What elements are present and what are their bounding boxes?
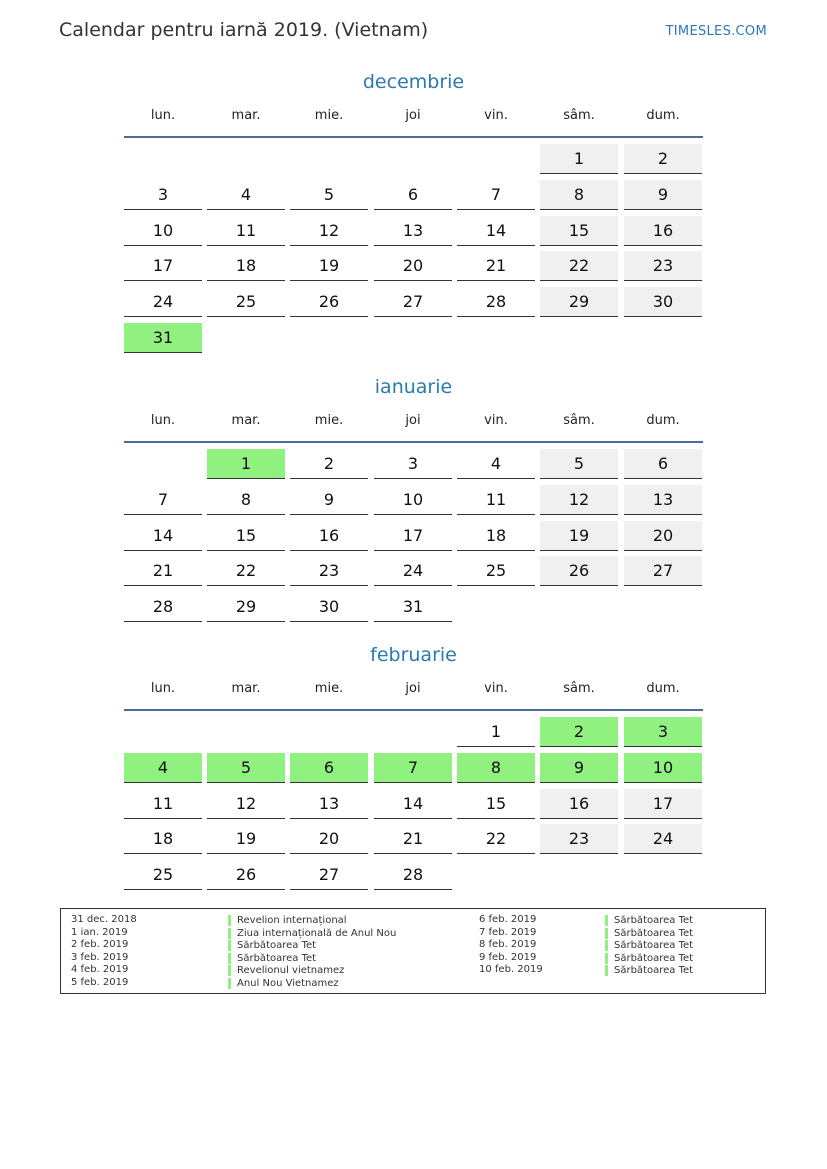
weekday-label: mie. [314, 681, 344, 696]
page-title: Calendar pentru iarnă 2019. (Vietnam) [59, 19, 429, 41]
day-cell: 8 [540, 180, 618, 210]
day-cell: 6 [624, 449, 702, 479]
day-cell: 22 [540, 251, 618, 281]
holiday-day-cell: 8 [457, 753, 535, 783]
holiday-day-cell: 9 [540, 753, 618, 783]
day-cell: 5 [290, 180, 368, 210]
legend-holiday-name: Sărbătoarea Tet [605, 915, 693, 926]
weekday-label: mie. [314, 108, 344, 123]
weekday-header [124, 413, 703, 443]
day-cell: 25 [457, 556, 535, 586]
weekday-label: lun. [150, 413, 176, 428]
month-january [124, 375, 703, 617]
day-cell: 13 [290, 789, 368, 819]
legend-date: 7 feb. 2019 [479, 926, 537, 938]
holiday-day-cell: 10 [624, 753, 702, 783]
holiday-day-cell: 4 [124, 753, 202, 783]
day-cell: 16 [290, 521, 368, 551]
day-cell: 20 [290, 824, 368, 854]
legend-date: 1 ian. 2019 [71, 926, 128, 938]
weekday-label: lun. [150, 681, 176, 696]
header-divider [124, 441, 703, 443]
legend-holiday-name: Sărbătoarea Tet [605, 928, 693, 939]
header-divider [124, 709, 703, 711]
day-cell: 10 [374, 485, 452, 515]
day-cell: 12 [540, 485, 618, 515]
day-cell: 6 [374, 180, 452, 210]
day-cell: 16 [540, 789, 618, 819]
day-cell: 25 [124, 860, 202, 890]
day-cell: 25 [207, 287, 285, 317]
legend-holiday-name: Sărbătoarea Tet [605, 965, 693, 976]
day-cell: 3 [374, 449, 452, 479]
day-cell: 12 [207, 789, 285, 819]
site-link[interactable]: TIMESLES.COM [665, 24, 767, 39]
month-december [124, 70, 703, 347]
legend-date: 9 feb. 2019 [479, 951, 537, 963]
legend-holiday-name: Ziua internațională de Anul Nou [228, 928, 396, 939]
day-cell: 15 [207, 521, 285, 551]
day-cell: 1 [540, 144, 618, 174]
day-cell: 13 [624, 485, 702, 515]
day-cell: 10 [124, 216, 202, 246]
weekday-label: sâm. [563, 413, 595, 428]
legend-holiday-name: Sărbătoarea Tet [228, 953, 316, 964]
day-cell: 27 [624, 556, 702, 586]
holiday-day-cell: 1 [207, 449, 285, 479]
day-cell: 23 [540, 824, 618, 854]
weekday-label: dum. [646, 681, 680, 696]
day-cell: 18 [124, 824, 202, 854]
weekday-label: mar. [231, 108, 261, 123]
holiday-legend [60, 908, 766, 994]
weekday-label: dum. [646, 108, 680, 123]
header-divider [124, 136, 703, 138]
day-cell: 22 [207, 556, 285, 586]
day-cell: 24 [624, 824, 702, 854]
day-cell: 29 [540, 287, 618, 317]
day-cell: 9 [624, 180, 702, 210]
day-cell: 20 [624, 521, 702, 551]
day-cell: 17 [124, 251, 202, 281]
day-cell: 22 [457, 824, 535, 854]
day-cell: 12 [290, 216, 368, 246]
weekday-label: sâm. [563, 681, 595, 696]
day-cell: 19 [540, 521, 618, 551]
month-february [124, 643, 703, 885]
day-cell: 2 [290, 449, 368, 479]
weekday-label: lun. [150, 108, 176, 123]
month-name: februarie [370, 644, 457, 666]
holiday-day-cell: 3 [624, 717, 702, 747]
weekday-label: mar. [231, 681, 261, 696]
day-cell: 9 [290, 485, 368, 515]
day-cell: 1 [457, 717, 535, 747]
legend-date: 4 feb. 2019 [71, 964, 129, 976]
day-cell: 16 [624, 216, 702, 246]
holiday-day-cell: 6 [290, 753, 368, 783]
day-cell: 2 [624, 144, 702, 174]
day-cell: 4 [207, 180, 285, 210]
day-cell: 19 [290, 251, 368, 281]
day-cell: 13 [374, 216, 452, 246]
day-cell: 30 [624, 287, 702, 317]
day-cell: 24 [124, 287, 202, 317]
legend-holiday-name: Sărbătoarea Tet [605, 953, 693, 964]
legend-holiday-name: Sărbătoarea Tet [605, 940, 693, 951]
day-cell: 28 [457, 287, 535, 317]
weekday-label: joi [405, 108, 421, 123]
day-cell: 28 [124, 592, 202, 622]
weekday-header [124, 681, 703, 711]
weekday-header [124, 108, 703, 138]
weekday-label: vin. [484, 681, 508, 696]
legend-date: 31 dec. 2018 [71, 914, 137, 925]
weekday-label: joi [405, 413, 421, 428]
day-cell: 30 [290, 592, 368, 622]
day-cell: 24 [374, 556, 452, 586]
legend-date: 6 feb. 2019 [479, 914, 537, 925]
weekday-label: mar. [231, 413, 261, 428]
legend-date: 10 feb. 2019 [479, 964, 543, 976]
day-cell: 15 [540, 216, 618, 246]
day-cell: 14 [457, 216, 535, 246]
day-cell: 8 [207, 485, 285, 515]
day-cell: 29 [207, 592, 285, 622]
month-name: decembrie [362, 71, 465, 93]
holiday-day-cell: 7 [374, 753, 452, 783]
legend-holiday-name: Revelion internațional [228, 915, 347, 926]
day-cell: 19 [207, 824, 285, 854]
weekday-label: joi [405, 681, 421, 696]
month-name: ianuarie [374, 376, 453, 398]
day-cell: 21 [124, 556, 202, 586]
day-cell: 18 [207, 251, 285, 281]
day-cell: 28 [374, 860, 452, 890]
holiday-day-cell: 2 [540, 717, 618, 747]
day-cell: 26 [540, 556, 618, 586]
legend-date: 2 feb. 2019 [71, 939, 129, 951]
day-cell: 26 [207, 860, 285, 890]
day-cell: 31 [374, 592, 452, 622]
day-cell: 14 [124, 521, 202, 551]
day-cell: 15 [457, 789, 535, 819]
day-cell: 17 [624, 789, 702, 819]
holiday-day-cell: 31 [124, 323, 202, 353]
day-cell: 4 [457, 449, 535, 479]
day-cell: 26 [290, 287, 368, 317]
day-cell: 27 [290, 860, 368, 890]
day-cell: 3 [124, 180, 202, 210]
day-cell: 20 [374, 251, 452, 281]
day-cell: 5 [540, 449, 618, 479]
day-cell: 7 [457, 180, 535, 210]
legend-date: 5 feb. 2019 [71, 976, 129, 988]
day-cell: 7 [124, 485, 202, 515]
day-cell: 21 [457, 251, 535, 281]
weekday-label: sâm. [563, 108, 595, 123]
legend-holiday-name: Revelionul vietnamez [228, 965, 344, 976]
day-cell: 11 [457, 485, 535, 515]
weekday-label: dum. [646, 413, 680, 428]
day-cell: 11 [124, 789, 202, 819]
day-cell: 23 [624, 251, 702, 281]
weekday-label: vin. [484, 108, 508, 123]
holiday-day-cell: 5 [207, 753, 285, 783]
legend-holiday-name: Sărbătoarea Tet [228, 940, 316, 951]
weekday-label: vin. [484, 413, 508, 428]
legend-holiday-name: Anul Nou Vietnamez [228, 978, 339, 989]
day-cell: 14 [374, 789, 452, 819]
day-cell: 27 [374, 287, 452, 317]
legend-date: 8 feb. 2019 [479, 939, 537, 951]
weekday-label: mie. [314, 413, 344, 428]
day-cell: 11 [207, 216, 285, 246]
day-cell: 23 [290, 556, 368, 586]
day-cell: 18 [457, 521, 535, 551]
day-cell: 21 [374, 824, 452, 854]
day-cell: 17 [374, 521, 452, 551]
legend-date: 3 feb. 2019 [71, 951, 129, 963]
